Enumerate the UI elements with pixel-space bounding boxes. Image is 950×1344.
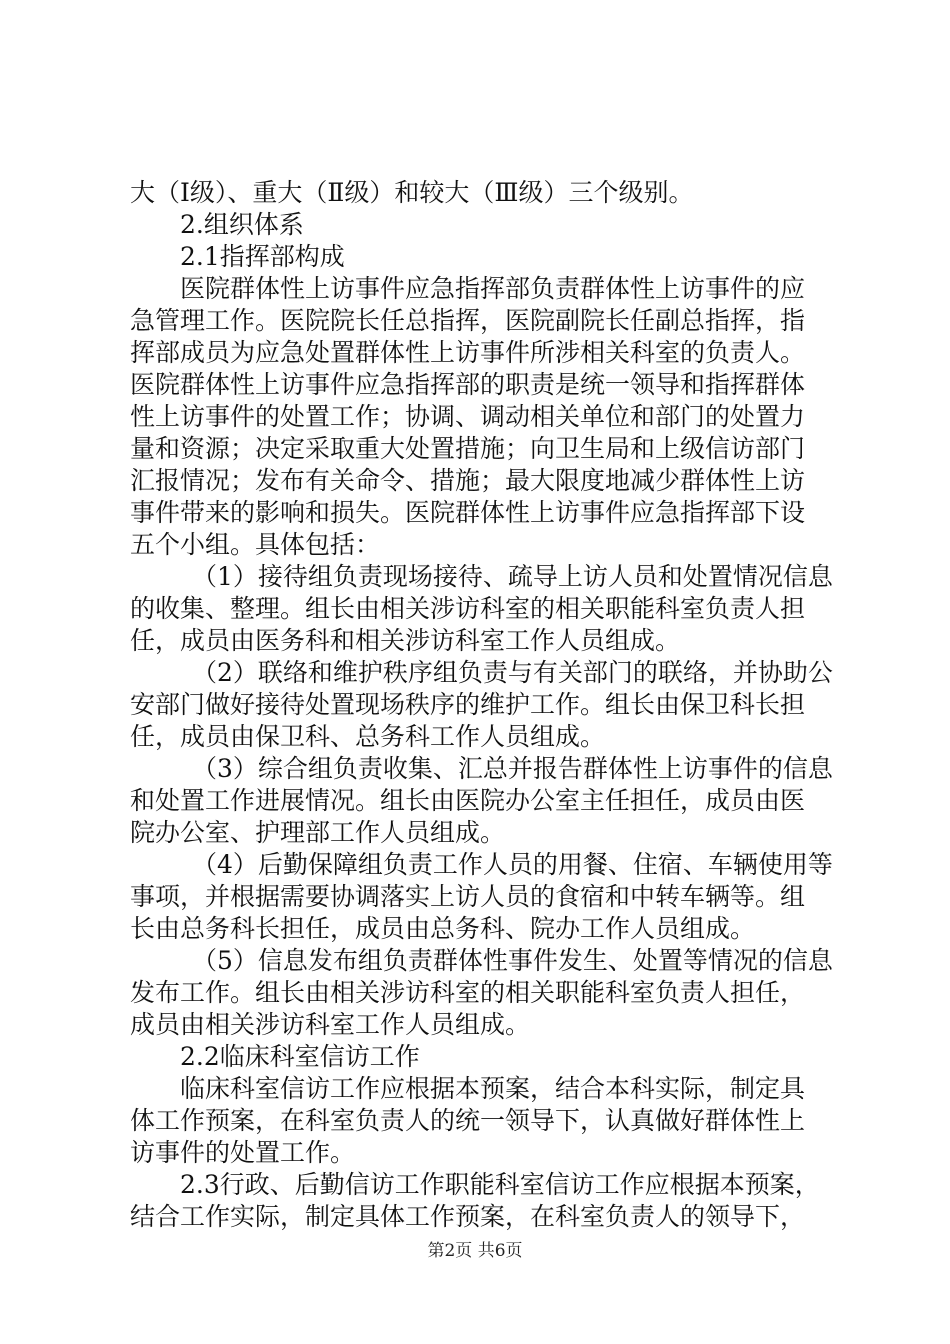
text-line: 2.3行政、后勤信访工作职能科室信访工作应根据本预案，: [180, 1170, 820, 1199]
text-line: 急管理工作。医院院长任总指挥，医院副院长任副总指挥，指: [130, 306, 806, 335]
text-line: 五个小组。具体包括：: [130, 530, 381, 559]
text-line: 和处置工作进展情况。组长由医院办公室主任担任，成员由医: [130, 786, 806, 815]
text-line: （4）后勤保障组负责工作人员的用餐、住宿、车辆使用等: [192, 850, 833, 879]
text-line: 任，成员由医务科和相关涉访科室工作人员组成。: [130, 626, 681, 655]
text-line: （5）信息发布组负责群体性事件发生、处置等情况的信息: [192, 946, 833, 975]
page-footer: 第2页 共6页: [427, 1241, 523, 1261]
text-line: 任，成员由保卫科、总务科工作人员组成。: [130, 722, 606, 751]
text-line: 挥部成员为应急处置群体性上访事件所涉相关科室的负责人。: [130, 338, 806, 367]
text-line: 发布工作。组长由相关涉访科室的相关职能科室负责人担任，: [130, 978, 806, 1007]
text-line: 结合工作实际，制定具体工作预案，在科室负责人的领导下，: [130, 1202, 806, 1231]
text-line: 性上访事件的处置工作；协调、调动相关单位和部门的处置力: [130, 402, 806, 431]
text-line: （2）联络和维护秩序组负责与有关部门的联络，并协助公: [192, 658, 833, 687]
section-heading: 2.组织体系: [180, 210, 304, 239]
subsection-heading: 2.2临床科室信访工作: [180, 1042, 420, 1071]
text-line: 安部门做好接待处置现场秩序的维护工作。组长由保卫科长担: [130, 690, 806, 719]
text-line: 访事件的处置工作。: [130, 1138, 356, 1167]
text-line: 临床科室信访工作应根据本预案，结合本科实际，制定具: [180, 1074, 806, 1103]
text-line: 汇报情况；发布有关命令、措施；最大限度地减少群体性上访: [130, 466, 806, 495]
subsection-heading: 2.1指挥部构成: [180, 242, 345, 271]
text-line: 体工作预案，在科室负责人的统一领导下，认真做好群体性上: [130, 1106, 806, 1135]
text-line: （3）综合组负责收集、汇总并报告群体性上访事件的信息: [192, 754, 833, 783]
text-line: 大（Ⅰ级）、重大（Ⅱ级）和较大（Ⅲ级）三个级别。: [130, 178, 694, 207]
text-line: （1）接待组负责现场接待、疏导上访人员和处置情况信息: [192, 562, 833, 591]
text-line: 医院群体性上访事件应急指挥部的职责是统一领导和指挥群体: [130, 370, 806, 399]
text-line: 量和资源；决定采取重大处置措施；向卫生局和上级信访部门: [130, 434, 806, 463]
text-line: 成员由相关涉访科室工作人员组成。: [130, 1010, 531, 1039]
text-line: 医院群体性上访事件应急指挥部负责群体性上访事件的应: [180, 274, 806, 303]
text-line: 事项，并根据需要协调落实上访人员的食宿和中转车辆等。组: [130, 882, 806, 911]
text-line: 事件带来的影响和损失。医院群体性上访事件应急指挥部下设: [130, 498, 806, 527]
text-line: 长由总务科长担任，成员由总务科、院办工作人员组成。: [130, 914, 756, 943]
text-line: 院办公室、护理部工作人员组成。: [130, 818, 506, 847]
text-line: 的收集、整理。组长由相关涉访科室的相关职能科室负责人担: [130, 594, 806, 623]
